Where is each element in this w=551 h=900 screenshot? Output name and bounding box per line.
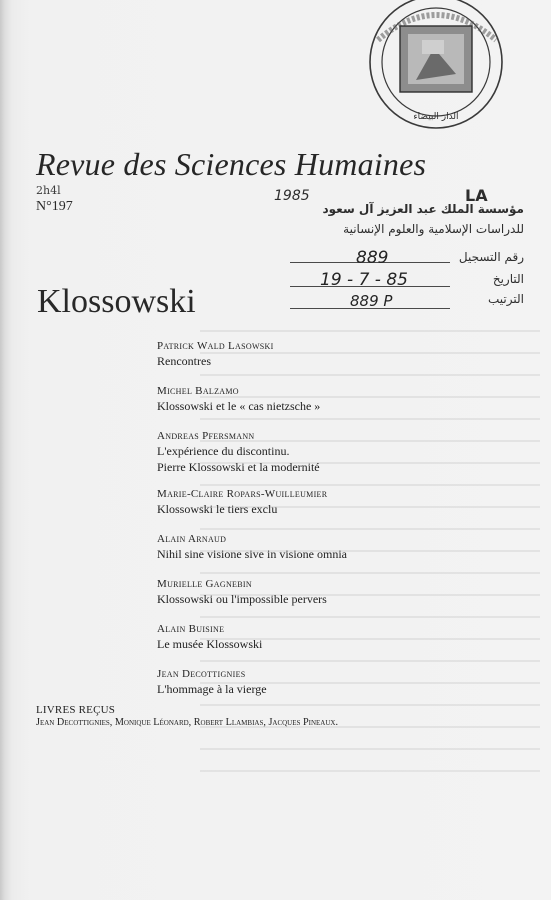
books-received-heading: LIVRES REÇUS: [36, 704, 116, 716]
toc-entry: [157, 623, 537, 668]
issue-number: N°197: [36, 199, 73, 214]
register-label-date: التاريخ: [492, 272, 524, 286]
register-code: LA: [465, 186, 488, 205]
register-value-date: 19 - 7 - 85: [320, 270, 408, 290]
register-value-classification: 889 P: [350, 292, 393, 310]
toc-author: Michel Balzamo: [157, 385, 239, 397]
register-year: 1985: [274, 188, 310, 204]
toc-entry: [157, 488, 537, 533]
journal-title: Revue des Sciences Humaines: [36, 146, 427, 182]
books-received-names: Jean Decottignies, Monique Léonard, Robert Llambias, Jacques Pineaux.: [36, 717, 338, 728]
toc-title: Rencontres: [157, 354, 211, 368]
library-stamp: [356, 0, 536, 140]
books-received: [36, 704, 541, 729]
toc-title: Klossowski et le « cas nietzsche »: [157, 399, 321, 413]
toc-author: Murielle Gagnebin: [157, 578, 252, 590]
toc-title-continued: Pierre Klossowski et la modernité: [157, 460, 320, 474]
table-of-contents: [157, 340, 537, 713]
toc-entry: [157, 430, 537, 488]
toc-entry: [157, 533, 537, 578]
toc-entry: [157, 578, 537, 623]
toc-entry: [157, 340, 537, 385]
register-institution: مؤسسة الملك عبد العزيز آل سعود: [322, 202, 524, 216]
toc-author: Alain Buisine: [157, 623, 225, 635]
toc-title: Klossowski ou l'impossible pervers: [157, 592, 327, 606]
toc-entry: [157, 385, 537, 430]
issue-subject: Klossowski: [37, 283, 196, 320]
stamp-city: الدار البيضاء: [413, 112, 459, 122]
register-field: للدراسات الإسلامية والعلوم الإنسانية: [343, 222, 524, 236]
toc-title: Nihil sine visione sive in visione omnia: [157, 547, 347, 561]
toc-author: Marie-Claire Ropars-Wuilleumier: [157, 488, 328, 500]
toc-title: L'hommage à la vierge: [157, 682, 267, 696]
toc-title: Le musée Klossowski: [157, 637, 263, 651]
toc-author: Alain Arnaud: [157, 533, 227, 545]
toc-title: Klossowski le tiers exclu: [157, 502, 278, 516]
register-value-registration: 889: [356, 248, 389, 268]
toc-title: L'expérience du discontinu.: [157, 444, 290, 458]
toc-author: Jean Decottignies: [157, 668, 246, 680]
library-register-label: [270, 186, 526, 316]
register-label-classification: الترتيب: [488, 292, 524, 306]
toc-author: Patrick Wald Lasowski: [157, 340, 274, 352]
toc-author: Andreas Pfersmann: [157, 430, 255, 442]
handwritten-note: 2h4l: [36, 184, 61, 197]
register-label-registration: رقم التسجيل: [458, 250, 524, 264]
